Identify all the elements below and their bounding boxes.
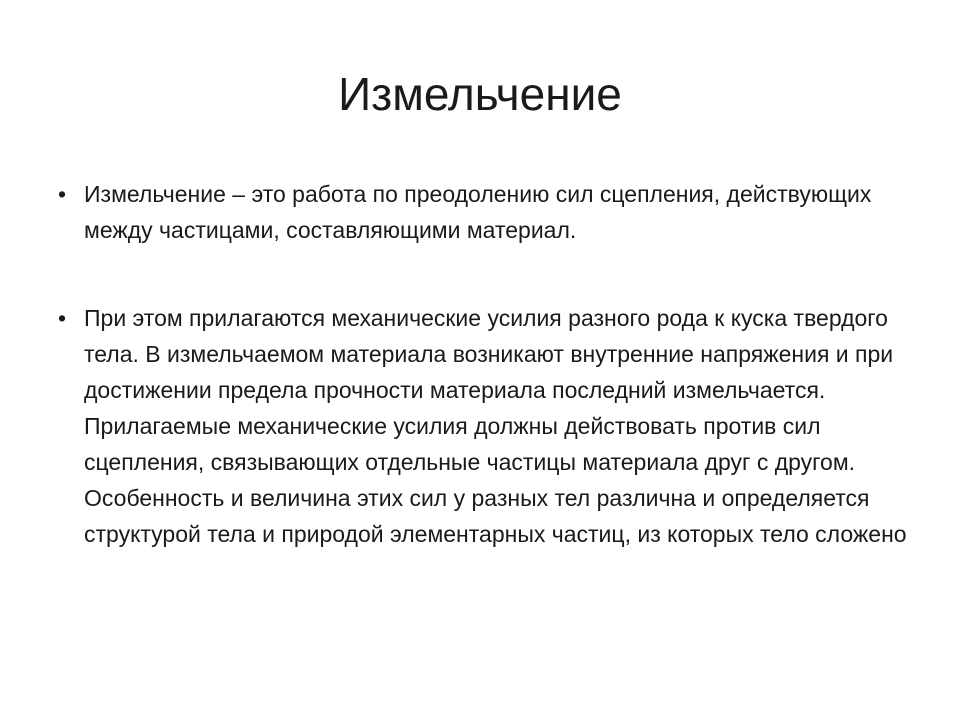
- bullet-item-definition: [56, 176, 916, 248]
- bullet-dot-icon: •: [58, 181, 67, 207]
- bullet-item-explanation: [56, 300, 916, 552]
- bullet-dot-icon: •: [58, 305, 67, 331]
- bullet-text: Измельчение – это работа по преодолению сил сцепления, действующих между частицами, составляющими материал.: [84, 181, 872, 243]
- bullet-list: [56, 176, 916, 552]
- bullet-text: При этом прилагаются механические усилия разного рода к куска твердого тела. В измельчаемом материала возникают внутренние напряжения и при достижении предела прочности материала последний измельчается. Прилагаемые механические усилия должны действовать против сил сцепления, связывающих отдельные частицы материала друг с другом. Особенность и величина этих сил у разных тел различна и определяется структурой тела и природой элементарных частиц, из которых тело сложено: [84, 305, 907, 547]
- slide-title: Измельчение: [338, 68, 622, 120]
